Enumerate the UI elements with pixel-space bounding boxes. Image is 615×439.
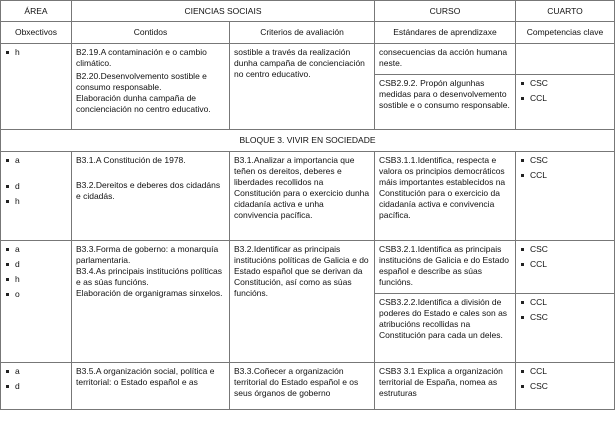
- objective-item: a: [5, 366, 67, 377]
- objectives-cell: [1, 152, 72, 241]
- objective-item: h: [5, 47, 67, 58]
- standard-cell: CSB3.2.2.Identifica a división de poderes do Estado e cales son as atribucións recollidas na Constitución para cada un deles.: [375, 294, 516, 363]
- competence-item: CSC: [520, 312, 610, 323]
- objective-item: d: [5, 259, 67, 270]
- competence-item: CSC: [520, 244, 610, 255]
- competences-cell: [516, 152, 615, 241]
- standard-cell: CSB3.1.1.Identifica, respecta e valora os principios democráticos máis importantes establecidos na Constitución para o exercicio da cidadanía activa e convivencia pacífica.: [375, 152, 516, 241]
- standard-cell: CSB2.9.2. Propón algunhas medidas para o desenvolvemento sostible e o consumo responsable.: [375, 75, 516, 130]
- competences-cell: [516, 75, 615, 130]
- header-row: [1, 1, 615, 22]
- column-header-row: [1, 22, 615, 44]
- table-row: [1, 363, 615, 410]
- column-competences: Competencias clave: [516, 22, 615, 44]
- content-item: B3.2.Dereitos e deberes dos cidadáns e cidadás.: [76, 180, 221, 201]
- criteria-cell: sostible a través da realización dunha campaña de concienciación no centro educativo.: [230, 44, 375, 130]
- objectives-cell: [1, 241, 72, 363]
- column-standards: Estándares de aprendizaxe: [375, 22, 516, 44]
- criteria-cell: B3.2.Identificar as principais institucións políticas de Galicia e do Estado español que se derivan da Constitución, así como as súas funcións.: [230, 241, 375, 363]
- content-item: B3.5.A organización social, política e territorial: o Estado español e as: [76, 366, 215, 387]
- objectives-cell: [1, 363, 72, 410]
- content-item: B2.19.A contaminación e o cambio climático.: [76, 47, 207, 68]
- competence-item: CSC: [520, 78, 610, 89]
- table-row: [1, 241, 615, 294]
- content-item: B3.1.A Constitución de 1978.: [76, 155, 186, 165]
- competences-cell: [516, 294, 615, 363]
- objective-item: h: [5, 196, 67, 207]
- block-title: BLOQUE 3. VIVIR EN SOCIEDADE: [1, 130, 615, 152]
- competence-item: CCL: [520, 170, 610, 181]
- standard-cell: CSB3.2.1.Identifica as principais institucións de Galicia e do Estado español e describe as súas funcións.: [375, 241, 516, 294]
- criteria-cell: B3.3.Coñecer a organización territorial do Estado español e os seus órganos de goberno: [230, 363, 375, 410]
- contents-cell: [72, 241, 230, 363]
- contents-cell: [72, 152, 230, 241]
- table-row: [1, 152, 615, 241]
- content-item: B3.4.As principais institucións políticas e as súas funcións.: [76, 266, 222, 287]
- objective-item: a: [5, 244, 67, 255]
- contents-cell: [72, 44, 230, 130]
- standard-cell: consecuencias da acción humana neste.: [375, 44, 516, 75]
- competence-item: CCL: [520, 259, 610, 270]
- objectives-cell: [1, 44, 72, 130]
- objective-item: h: [5, 274, 67, 285]
- objective-item: a: [5, 155, 67, 166]
- area-header: ÁREA: [1, 1, 72, 22]
- objective-item: o: [5, 289, 67, 300]
- competences-cell: [516, 363, 615, 410]
- standard-cell: CSB3 3.1 Explica a organización territorial de España, nomea as estruturas: [375, 363, 516, 410]
- content-item: Elaboración de organigramas sinxelos.: [76, 288, 223, 298]
- column-objectives: Obxectivos: [1, 22, 72, 44]
- content-item: B2.20.Desenvolvemento sostible e consumo responsable.: [76, 71, 207, 92]
- contents-cell: [72, 363, 230, 410]
- competence-item: CSC: [520, 381, 610, 392]
- criteria-cell: B3.1.Analizar a importancia que teñen os dereitos, deberes e liberdades recollidos na Constitución para o exercicio dunha cidadanía activa e unha convivencia pacífica.: [230, 152, 375, 241]
- table-row: [1, 44, 615, 75]
- content-item: B3.3.Forma de goberno: a monarquía parlamentaria.: [76, 244, 219, 265]
- competence-item: CCL: [520, 366, 610, 377]
- content-item: Elaboración dunha campaña de concienciación no centro educativo.: [76, 93, 211, 114]
- course-value: CUARTO: [516, 1, 615, 22]
- objective-item: d: [5, 381, 67, 392]
- course-label: CURSO: [375, 1, 516, 22]
- subject-header: CIENCIAS SOCIAIS: [72, 1, 375, 22]
- competences-cell: [516, 241, 615, 294]
- column-contents: Contidos: [72, 22, 230, 44]
- objective-item: d: [5, 181, 67, 192]
- column-criteria: Criterios de avaliación: [230, 22, 375, 44]
- competences-cell: [516, 44, 615, 75]
- block-title-row: [1, 130, 615, 152]
- competence-item: CCL: [520, 297, 610, 308]
- competence-item: CCL: [520, 93, 610, 104]
- competence-item: CSC: [520, 155, 610, 166]
